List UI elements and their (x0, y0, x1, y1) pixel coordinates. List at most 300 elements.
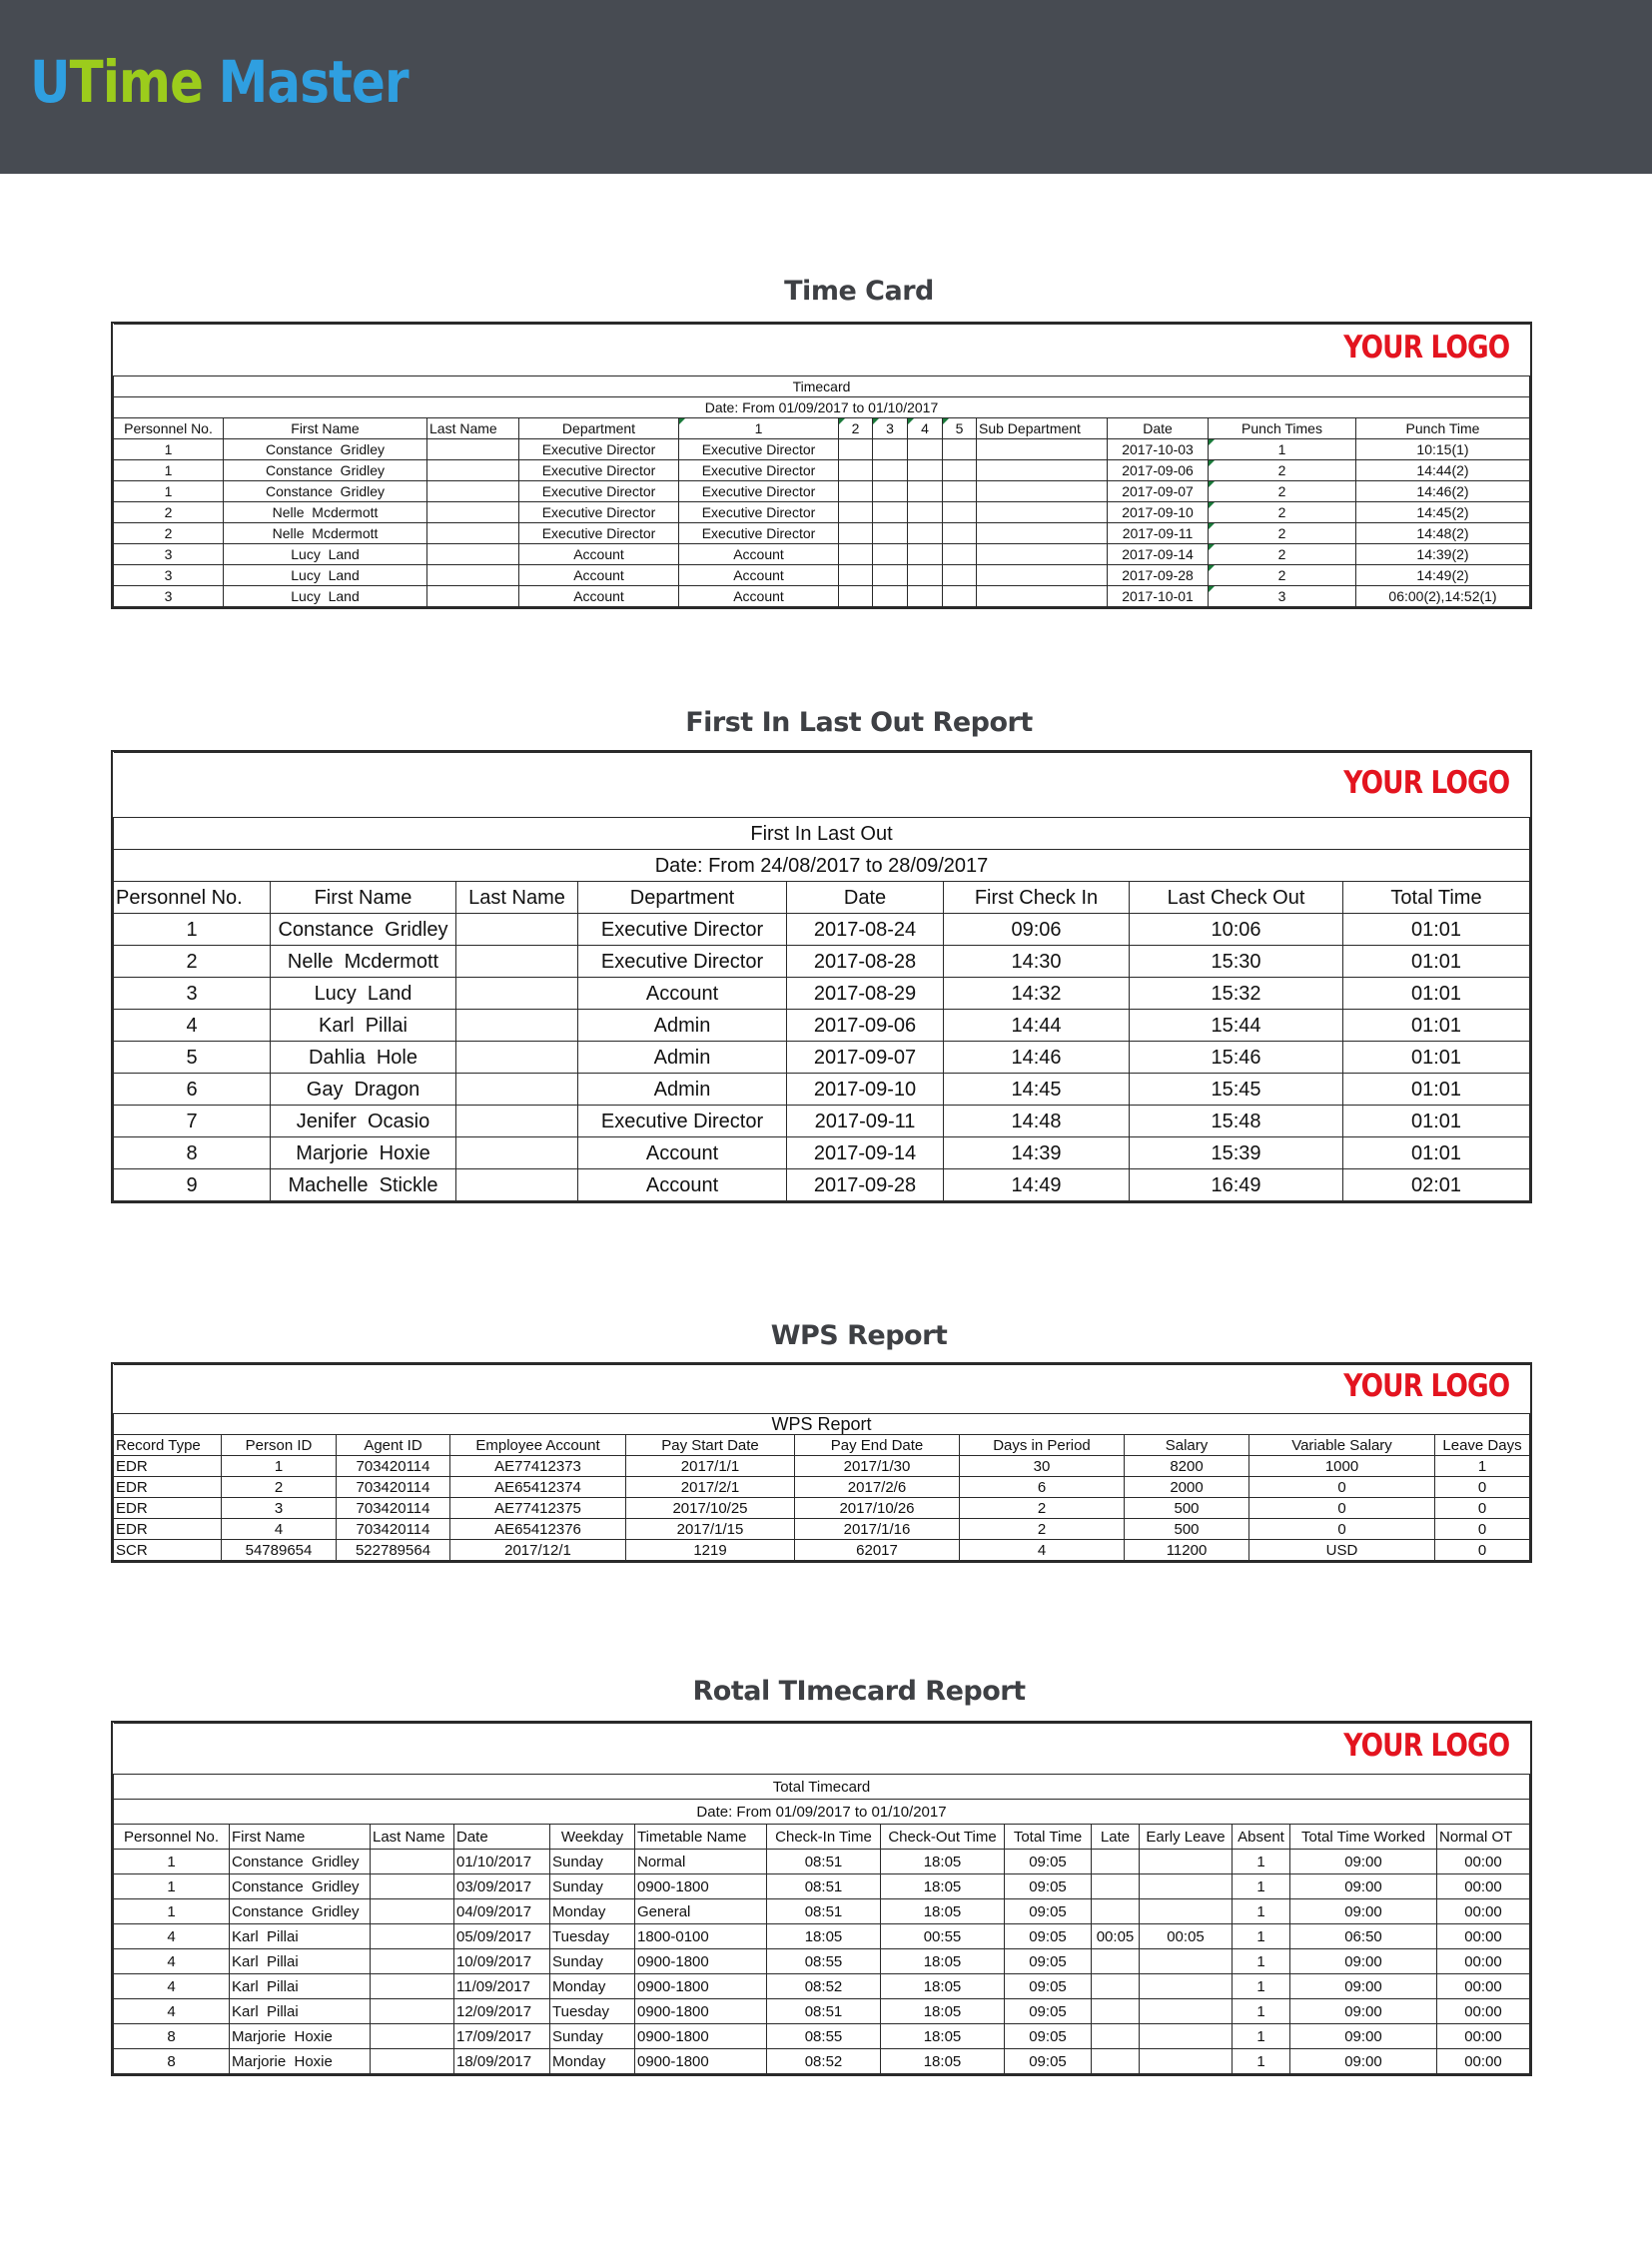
table-cell: Monday (550, 2049, 635, 2074)
table-cell: 2017-09-07 (1108, 481, 1209, 502)
table-cell: EDR (114, 1456, 222, 1477)
table-cell (839, 439, 873, 460)
table-cell: 1 (114, 914, 271, 946)
table-cell: 11200 (1125, 1540, 1249, 1561)
table-cell: Admin (578, 1074, 787, 1106)
table-cell (977, 460, 1108, 481)
table-cell: 11/09/2017 (454, 1974, 550, 1999)
table-cell: Karl Pillai (230, 1999, 371, 2024)
table-cell: 18:05 (881, 1949, 1005, 1974)
table-cell: 09:05 (1005, 1974, 1092, 1999)
table-cell: 0 (1249, 1498, 1435, 1519)
table-cell: 4 (222, 1519, 337, 1540)
table-cell: 8 (114, 1137, 271, 1169)
table-cell: 2017-10-01 (1108, 586, 1209, 607)
table-row (114, 1477, 1530, 1498)
table-cell: 4 (960, 1540, 1125, 1561)
column-header: 2 (839, 418, 873, 439)
table-cell: 3 (1209, 586, 1356, 607)
table-cell: 00:00 (1437, 1874, 1530, 1899)
table-cell: Account (578, 1169, 787, 1201)
table-cell (1140, 2024, 1233, 2049)
table-cell: 09:05 (1005, 1924, 1092, 1949)
table-cell (456, 1169, 578, 1201)
table-cell: 3 (222, 1498, 337, 1519)
table-cell: 01:01 (1343, 1074, 1530, 1106)
table-cell: 15:39 (1130, 1137, 1343, 1169)
column-header: Total Time (1005, 1825, 1092, 1850)
table-cell: 1000 (1249, 1456, 1435, 1477)
table-row (114, 1924, 1530, 1949)
table-cell (839, 502, 873, 523)
table-cell (908, 586, 943, 607)
table-cell (371, 1899, 454, 1924)
table-cell (977, 565, 1108, 586)
table-row (114, 2049, 1530, 2074)
table-cell: 08:55 (767, 1949, 881, 1974)
column-header: Punch Times (1209, 418, 1356, 439)
table-cell (456, 978, 578, 1010)
column-header: Early Leave (1140, 1825, 1233, 1850)
table-cell: 18:05 (881, 2024, 1005, 2049)
table-row (114, 1010, 1530, 1042)
table-cell: SCR (114, 1540, 222, 1561)
column-header: Personnel No. (114, 418, 224, 439)
table-cell: 2017-09-28 (1108, 565, 1209, 586)
table-cell: 2 (114, 523, 224, 544)
table-cell: 01:01 (1343, 1106, 1530, 1137)
table-cell: 14:49 (944, 1169, 1130, 1201)
table-cell (873, 481, 908, 502)
table-cell: 2017/12/1 (450, 1540, 626, 1561)
table-cell (427, 586, 519, 607)
table-cell: 00:00 (1437, 1899, 1530, 1924)
table-cell: 2017/1/1 (626, 1456, 795, 1477)
table-cell (839, 544, 873, 565)
table-cell (873, 502, 908, 523)
table-cell: 0 (1435, 1519, 1530, 1540)
table-cell: 0 (1435, 1477, 1530, 1498)
table-cell (1140, 2049, 1233, 2074)
table-cell (873, 586, 908, 607)
table-cell (873, 439, 908, 460)
table-cell: 08:51 (767, 1999, 881, 2024)
table-header-row (114, 882, 1530, 914)
table-cell: Executive Director (519, 439, 679, 460)
table-cell: AE65412376 (450, 1519, 626, 1540)
table-row (114, 481, 1530, 502)
table-cell: 703420114 (337, 1456, 450, 1477)
table-cell: Machelle Stickle (271, 1169, 456, 1201)
table-cell: Executive Director (519, 460, 679, 481)
column-header: Total Time Worked (1290, 1825, 1437, 1850)
table-cell: 2017-10-03 (1108, 439, 1209, 460)
table-row (114, 1106, 1530, 1137)
table-cell: 15:44 (1130, 1010, 1343, 1042)
table-cell: 09:06 (944, 914, 1130, 946)
table-cell: 2017/2/1 (626, 1477, 795, 1498)
table-cell (873, 544, 908, 565)
table-cell: 18:05 (881, 1850, 1005, 1874)
table-cell: 2017-09-06 (787, 1010, 944, 1042)
table-cell: Executive Director (578, 1106, 787, 1137)
table-row (114, 1999, 1530, 2024)
table-cell (427, 439, 519, 460)
logo-cell (114, 325, 1530, 376)
table-cell: 06:00(2),14:52(1) (1356, 586, 1530, 607)
table-cell: 3 (114, 978, 271, 1010)
table-cell: Account (519, 586, 679, 607)
table-cell (1092, 1974, 1140, 1999)
table-cell: 4 (114, 1974, 230, 1999)
table-cell (977, 544, 1108, 565)
table-cell: 01/10/2017 (454, 1850, 550, 1874)
table-cell: 14:46 (944, 1042, 1130, 1074)
table-cell: 18:05 (881, 1999, 1005, 2024)
column-header: Pay End Date (795, 1435, 960, 1456)
column-header: 4 (908, 418, 943, 439)
logo-cell (114, 1724, 1530, 1775)
table-cell: 18:05 (881, 1974, 1005, 1999)
table-cell: 2017/1/16 (795, 1519, 960, 1540)
table-cell: 4 (114, 1010, 271, 1042)
table-cell: 1 (114, 481, 224, 502)
table-cell (839, 523, 873, 544)
table-cell (427, 481, 519, 502)
table-cell: 06:50 (1290, 1924, 1437, 1949)
table-cell: 5 (114, 1042, 271, 1074)
table-cell: 18/09/2017 (454, 2049, 550, 2074)
table-cell: 2017-08-29 (787, 978, 944, 1010)
column-header: First Name (271, 882, 456, 914)
table-cell: 09:05 (1005, 2049, 1092, 2074)
table-cell: 2017-09-10 (1108, 502, 1209, 523)
table-cell: 1 (1233, 1999, 1290, 2024)
table-cell: 2017-09-06 (1108, 460, 1209, 481)
column-header: Pay Start Date (626, 1435, 795, 1456)
table-cell: Executive Director (679, 502, 839, 523)
table-cell: 01:01 (1343, 1137, 1530, 1169)
wps-table (113, 1364, 1530, 1561)
table-cell: 54789654 (222, 1540, 337, 1561)
table-cell: 4 (114, 1924, 230, 1949)
table-cell: 00:00 (1437, 2024, 1530, 2049)
table-cell (1092, 1874, 1140, 1899)
table-cell: Karl Pillai (230, 1974, 371, 1999)
table-row (114, 1498, 1530, 1519)
table-row (114, 978, 1530, 1010)
table-cell: 08:51 (767, 1899, 881, 1924)
table-cell: 09:00 (1290, 1850, 1437, 1874)
table-row (114, 2024, 1530, 2049)
company-logo: YOUR LOGO (1343, 1728, 1510, 1764)
table-cell: 2017/1/30 (795, 1456, 960, 1477)
table-cell: Sunday (550, 1874, 635, 1899)
table-cell: 16:49 (1130, 1169, 1343, 1201)
table-cell: 09:00 (1290, 1974, 1437, 1999)
table-cell: 09:00 (1290, 1949, 1437, 1974)
table-cell (371, 1974, 454, 1999)
table-cell: 14:48(2) (1356, 523, 1530, 544)
table-cell: 0900-1800 (635, 1999, 767, 2024)
table-cell: Marjorie Hoxie (230, 2049, 371, 2074)
table-cell (1092, 2024, 1140, 2049)
table-cell: Constance Gridley (230, 1899, 371, 1924)
table-header-row (114, 418, 1530, 439)
table-cell: 15:48 (1130, 1106, 1343, 1137)
table-cell (427, 565, 519, 586)
table-cell: 1 (1233, 1899, 1290, 1924)
table-cell: 1800-0100 (635, 1924, 767, 1949)
table-cell (943, 502, 977, 523)
column-header: Personnel No. (114, 882, 271, 914)
table-cell: 0900-1800 (635, 1874, 767, 1899)
table-cell: 14:45 (944, 1074, 1130, 1106)
table-cell: 0 (1249, 1519, 1435, 1540)
column-header: First Check In (944, 882, 1130, 914)
column-header: Absent (1233, 1825, 1290, 1850)
table-row (114, 946, 1530, 978)
table-cell (908, 523, 943, 544)
rotal-timecard-report (111, 1721, 1532, 2076)
table-cell: Executive Director (519, 502, 679, 523)
table-cell (456, 1010, 578, 1042)
table-row (114, 1169, 1530, 1201)
table-cell: 0900-1800 (635, 1974, 767, 1999)
table-cell: 1 (1233, 1874, 1290, 1899)
table-cell: 1 (114, 1899, 230, 1924)
table-cell: Constance Gridley (271, 914, 456, 946)
table-row (114, 1456, 1530, 1477)
table-cell (977, 439, 1108, 460)
table-cell (1140, 1899, 1233, 1924)
table-cell (977, 586, 1108, 607)
table-cell: 01:01 (1343, 914, 1530, 946)
table-cell: 09:05 (1005, 1874, 1092, 1899)
table-cell (908, 460, 943, 481)
table-row (114, 502, 1530, 523)
table-cell: Account (578, 1137, 787, 1169)
table-cell: 09:05 (1005, 1949, 1092, 1974)
table-cell: Account (679, 586, 839, 607)
logo-cell (114, 753, 1530, 818)
column-header: Salary (1125, 1435, 1249, 1456)
column-header: Last Name (427, 418, 519, 439)
table-cell (456, 914, 578, 946)
table-cell (427, 502, 519, 523)
table-cell (371, 2049, 454, 2074)
column-header: Personnel No. (114, 1825, 230, 1850)
table-cell: 09:00 (1290, 2024, 1437, 2049)
section-title-wps-report: WPS Report (770, 1320, 948, 1351)
table-cell (1092, 2049, 1140, 2074)
table-cell: Account (679, 544, 839, 565)
table-cell: 15:45 (1130, 1074, 1343, 1106)
section-title-time-card: Time Card (784, 276, 934, 307)
table-cell: 2017-09-14 (787, 1137, 944, 1169)
table-cell (943, 586, 977, 607)
table-cell (873, 565, 908, 586)
table-cell: EDR (114, 1519, 222, 1540)
table-cell (371, 2024, 454, 2049)
table-cell: Constance Gridley (224, 439, 427, 460)
table-cell: Constance Gridley (230, 1850, 371, 1874)
table-row (114, 1074, 1530, 1106)
table-cell: Marjorie Hoxie (230, 2024, 371, 2049)
table-cell: 05/09/2017 (454, 1924, 550, 1949)
table-cell: 2017/2/6 (795, 1477, 960, 1498)
table-cell (427, 523, 519, 544)
table-cell (977, 523, 1108, 544)
table-cell: Account (578, 978, 787, 1010)
table-cell: Executive Director (679, 523, 839, 544)
table-cell: 15:30 (1130, 946, 1343, 978)
table-cell: 9 (114, 1169, 271, 1201)
table-cell (456, 1106, 578, 1137)
table-cell: 00:00 (1437, 1949, 1530, 1974)
table-cell (371, 1924, 454, 1949)
table-cell: 0 (1435, 1498, 1530, 1519)
table-cell: Executive Director (578, 946, 787, 978)
table-cell: Executive Director (578, 914, 787, 946)
column-header: Last Check Out (1130, 882, 1343, 914)
brand-logo: UTime Master (30, 48, 409, 116)
company-logo: YOUR LOGO (1343, 1368, 1510, 1404)
table-cell: 2017/10/25 (626, 1498, 795, 1519)
table-cell: 1 (1233, 1974, 1290, 1999)
table-row (114, 1540, 1530, 1561)
table-cell: Lucy Land (224, 586, 427, 607)
table-cell: 2 (1209, 502, 1356, 523)
table-cell: Admin (578, 1042, 787, 1074)
table-cell: 09:00 (1290, 1899, 1437, 1924)
table-cell: 00:05 (1092, 1924, 1140, 1949)
table-cell: 1 (1209, 439, 1356, 460)
column-header: Sub Department (977, 418, 1108, 439)
table-cell: 0900-1800 (635, 2024, 767, 2049)
table-cell: 14:49(2) (1356, 565, 1530, 586)
column-header: Punch Time (1356, 418, 1530, 439)
table-cell (908, 481, 943, 502)
table-cell: 14:44(2) (1356, 460, 1530, 481)
column-header: First Name (224, 418, 427, 439)
column-header: 1 (679, 418, 839, 439)
logo-cell (114, 1365, 1530, 1414)
table-cell: Admin (578, 1010, 787, 1042)
table-cell: 500 (1125, 1519, 1249, 1540)
table-cell: 2017-09-11 (787, 1106, 944, 1137)
table-cell: 703420114 (337, 1477, 450, 1498)
table-cell: 18:05 (881, 1874, 1005, 1899)
table-cell (873, 523, 908, 544)
table-cell: 1219 (626, 1540, 795, 1561)
table-cell (427, 460, 519, 481)
table-cell: 62017 (795, 1540, 960, 1561)
table-cell: 08:51 (767, 1850, 881, 1874)
table-cell: 1 (1233, 2049, 1290, 2074)
company-logo: YOUR LOGO (1343, 765, 1510, 801)
table-cell: Account (679, 565, 839, 586)
table-cell: 2 (114, 946, 271, 978)
table-cell: Account (519, 565, 679, 586)
table-cell: 04/09/2017 (454, 1899, 550, 1924)
table-cell: 8200 (1125, 1456, 1249, 1477)
table-cell (839, 460, 873, 481)
table-cell: Monday (550, 1899, 635, 1924)
table-cell: 2017-09-14 (1108, 544, 1209, 565)
table-cell: 08:55 (767, 2024, 881, 2049)
table-row (114, 523, 1530, 544)
table-cell: 00:00 (1437, 1999, 1530, 2024)
table-cell: 7 (114, 1106, 271, 1137)
table-cell: 2017/10/26 (795, 1498, 960, 1519)
table-cell: 1 (1233, 1850, 1290, 1874)
table-cell: Gay Dragon (271, 1074, 456, 1106)
table-row (114, 1137, 1530, 1169)
table-cell: 09:05 (1005, 2024, 1092, 2049)
report-title: First In Last Out (114, 818, 1530, 850)
table-cell: 2 (1209, 565, 1356, 586)
table-row (114, 1949, 1530, 1974)
table-cell: 09:00 (1290, 2049, 1437, 2074)
table-cell: 15:46 (1130, 1042, 1343, 1074)
table-cell: Tuesday (550, 1999, 635, 2024)
table-cell: Account (519, 544, 679, 565)
table-row (114, 565, 1530, 586)
column-header: Person ID (222, 1435, 337, 1456)
column-header: Check-Out Time (881, 1825, 1005, 1850)
table-cell: 522789564 (337, 1540, 450, 1561)
table-cell: 08:52 (767, 2049, 881, 2074)
app-header (0, 0, 1652, 174)
table-cell: 14:44 (944, 1010, 1130, 1042)
table-cell: AE77412373 (450, 1456, 626, 1477)
table-cell (943, 460, 977, 481)
table-cell: Constance Gridley (224, 460, 427, 481)
table-cell (943, 523, 977, 544)
rotal-timecard-table (113, 1723, 1530, 2074)
table-cell: 2 (222, 1477, 337, 1498)
time-card-report (111, 322, 1532, 609)
table-cell: 17/09/2017 (454, 2024, 550, 2049)
table-cell: Constance Gridley (224, 481, 427, 502)
table-cell: 2017-09-28 (787, 1169, 944, 1201)
table-cell: 2 (1209, 544, 1356, 565)
table-cell: 18:05 (881, 2049, 1005, 2074)
column-header: Department (578, 882, 787, 914)
table-cell: 4 (114, 1949, 230, 1974)
column-header: Date (454, 1825, 550, 1850)
table-cell: Lucy Land (224, 565, 427, 586)
table-cell: 15:32 (1130, 978, 1343, 1010)
table-cell (427, 544, 519, 565)
table-cell: Sunday (550, 1850, 635, 1874)
table-cell: 2 (1209, 481, 1356, 502)
table-cell: 8 (114, 2024, 230, 2049)
table-cell: 3 (114, 565, 224, 586)
table-header-row (114, 1825, 1530, 1850)
table-cell: 6 (114, 1074, 271, 1106)
table-cell: 00:00 (1437, 1850, 1530, 1874)
table-cell (1140, 1974, 1233, 1999)
table-cell: 12/09/2017 (454, 1999, 550, 2024)
table-cell: Tuesday (550, 1924, 635, 1949)
table-cell (977, 481, 1108, 502)
table-cell: 01:01 (1343, 978, 1530, 1010)
table-cell: 00:00 (1437, 1924, 1530, 1949)
column-header: Date (787, 882, 944, 914)
table-cell: 2017-09-11 (1108, 523, 1209, 544)
